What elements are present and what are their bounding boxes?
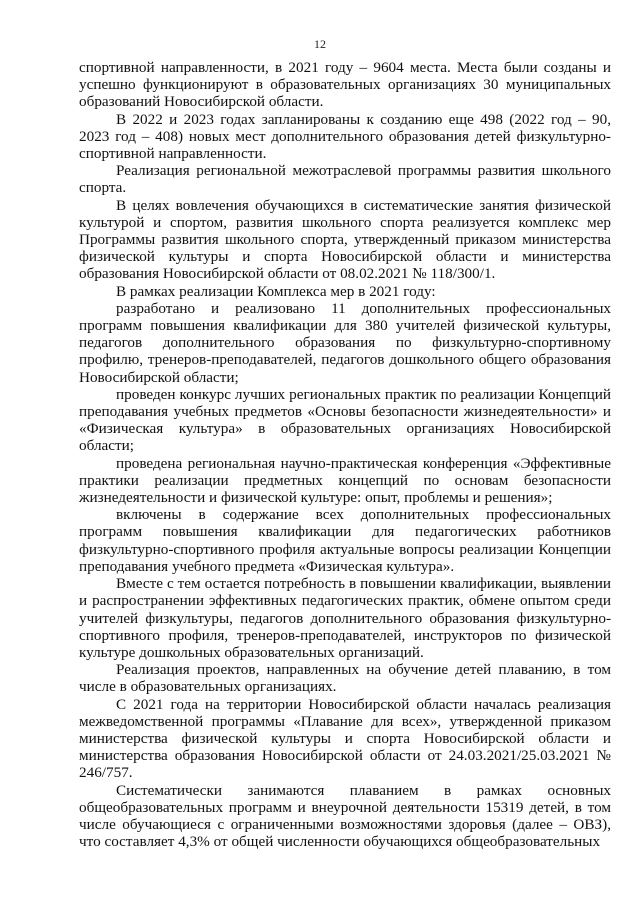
paragraph: Систематически занимаются плаванием в рамках основных общеобразовательных программ и внеурочной деятельности 15319 детей, в том числе обучающиеся с ограниченными возможностями здоровья (далее – ОВЗ), что составляет 4,3% от общей численности обучающихся общеобразовательных	[79, 781, 611, 851]
paragraph-heading: Реализация проектов, направленных на обучение детей плаванию, в том числе в образовательных организациях.	[79, 661, 611, 696]
paragraph: В 2022 и 2023 годах запланированы к созданию еще 498 (2022 год – 90, 2023 год – 408) новых мест дополнительного образования детей физкультурно-спортивной направленности.	[79, 110, 611, 163]
list-item: разработано и реализовано 11 дополнительных профессиональных программ повышения квалификации для 380 учителей физической культуры, педагогов дополнительного образования по физкультурно-спортивному профилю, тренеров-преподавателей, педагогов дошкольного общего образования Новосибирской области;	[79, 299, 611, 386]
document-body	[79, 59, 611, 850]
list-item: проведен конкурс лучших региональных практик по реализации Концепций преподавания учебных предметов «Основы безопасности жизнедеятельности» и «Физическая культура» в образовательных организациях Новосибирской области;	[79, 385, 611, 455]
list-item: включены в содержание всех дополнительных профессиональных программ повышения квалификации для педагогических работников физкультурно-спортивного профиля актуальные вопросы реализации Концепции преподавания учебного предмета «Физическая культура».	[79, 506, 611, 575]
paragraph-heading: Реализация региональной межотраслевой программы развития школьного спорта.	[79, 162, 611, 197]
page-number: 12	[314, 37, 326, 51]
paragraph-continuation: спортивной направленности, в 2021 году – 9604 места. Места были созданы и успешно функционируют в образовательных организациях 30 муниципальных образований Новосибирской области.	[79, 59, 611, 111]
paragraph: Вместе с тем остается потребность в повышении квалификации, выявлении и распространении эффективных педагогических практик, обмене опытом среди учителей физкультуры, педагогов дополнительного образования физкультурно-спортивного профиля, тренеров-преподавателей, инструкторов по физической культуре дошкольных образовательных организаций.	[79, 575, 611, 661]
paragraph: В целях вовлечения обучающихся в систематические занятия физической культурой и спортом, развития школьного спорта реализуется комплекс мер Программы развития школьного спорта, утвержденный приказом министерства физической культуры и спорта Новосибирской области и министерства образования Новосибирской области от 08.02.2021 № 118/300/1.	[79, 196, 611, 283]
list-item: проведена региональная научно-практическая конференция «Эффективные практики реализации предметных концепций по основам безопасности жизнедеятельности и физической культуре: опыт, проблемы и решения»;	[79, 454, 611, 507]
paragraph: В рамках реализации Комплекса мер в 2021 году:	[116, 282, 436, 300]
paragraph: С 2021 года на территории Новосибирской области началась реализация межведомственной программы «Плавание для всех», утвержденной приказом министерства физической культуры и спорта Новосибирской области и министерства образования Новосибирской области от 24.03.2021/25.03.2021 № 246/757.	[79, 695, 611, 782]
